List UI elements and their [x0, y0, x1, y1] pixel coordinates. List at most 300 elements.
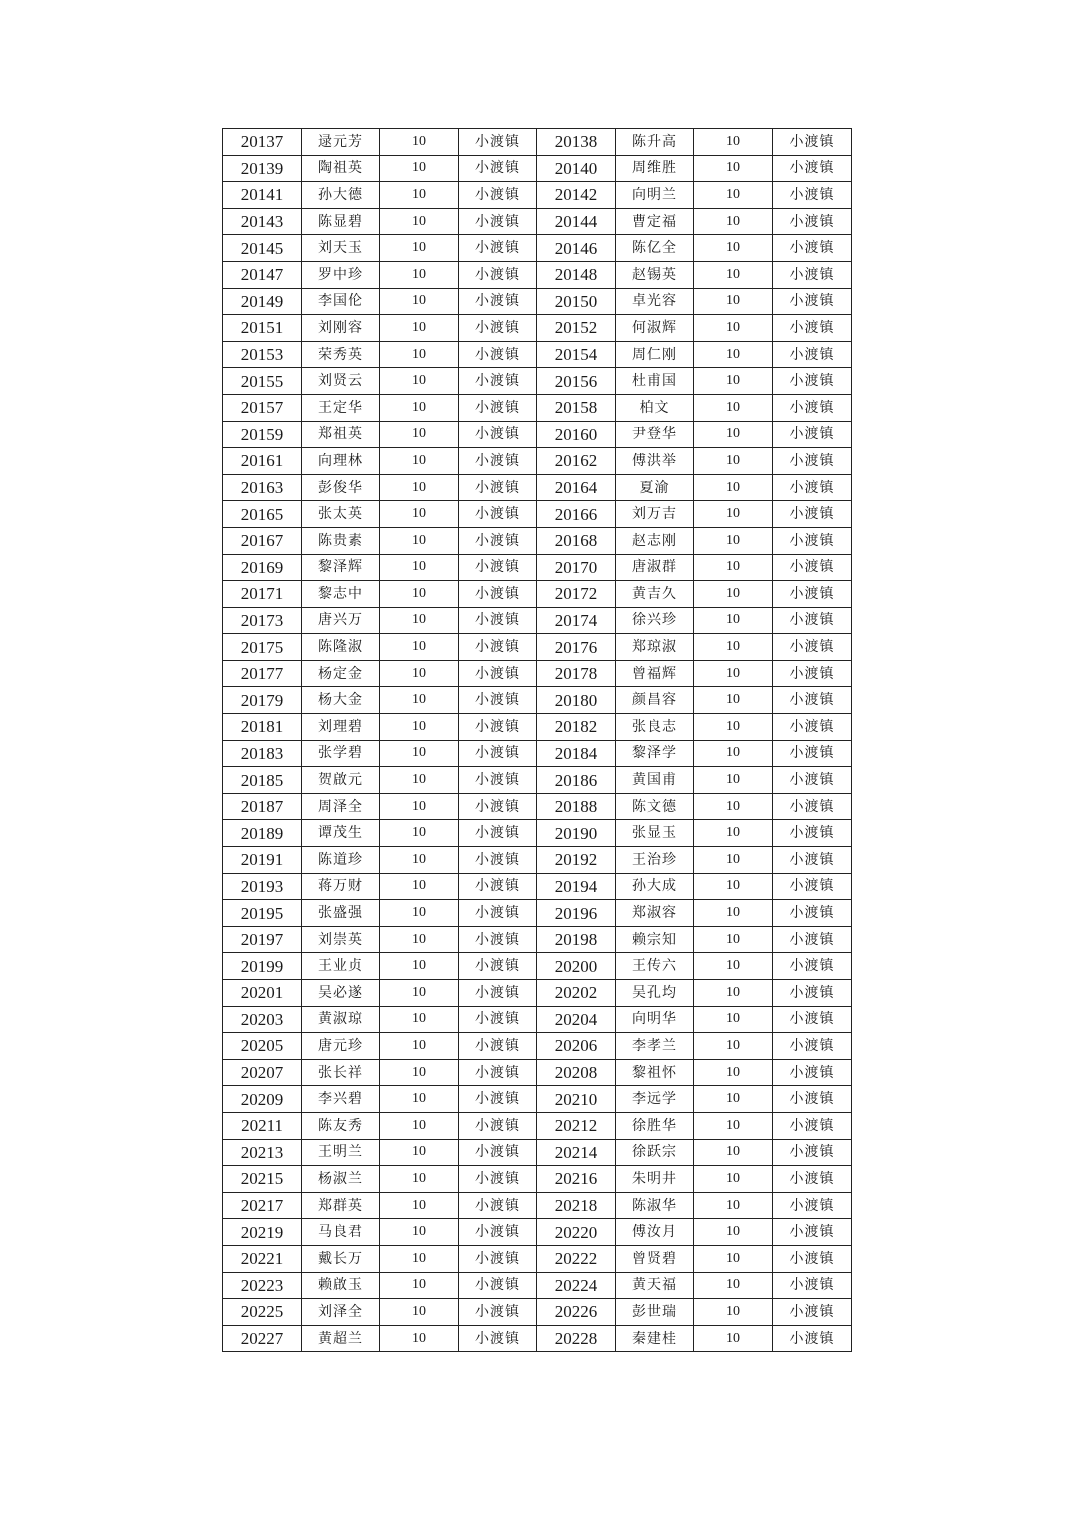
record-name: 黄超兰 [302, 1325, 380, 1352]
record-town: 小渡镇 [773, 1245, 852, 1272]
record-name: 王明兰 [302, 1139, 380, 1166]
record-id: 20209 [223, 1086, 302, 1113]
record-id: 20197 [223, 926, 302, 953]
record-name: 曾福辉 [616, 660, 694, 687]
record-name: 黄淑琼 [302, 1006, 380, 1033]
record-name: 夏渝 [616, 474, 694, 501]
record-town: 小渡镇 [773, 288, 852, 315]
record-name: 唐元珍 [302, 1033, 380, 1060]
record-amount: 10 [694, 1086, 773, 1113]
record-name: 秦建桂 [616, 1325, 694, 1352]
record-amount: 10 [694, 1059, 773, 1086]
record-amount: 10 [694, 448, 773, 475]
record-name: 王定华 [302, 394, 380, 421]
record-id: 20194 [537, 873, 616, 900]
record-id: 20199 [223, 953, 302, 980]
record-amount: 10 [694, 1139, 773, 1166]
record-name: 曹定福 [616, 208, 694, 235]
record-name: 王传六 [616, 953, 694, 980]
table-row [223, 155, 852, 182]
record-name: 杨淑兰 [302, 1166, 380, 1193]
record-amount: 10 [380, 421, 459, 448]
record-town: 小渡镇 [459, 261, 537, 288]
record-id: 20207 [223, 1059, 302, 1086]
record-name: 向明兰 [616, 182, 694, 209]
record-amount: 10 [694, 394, 773, 421]
record-amount: 10 [694, 1325, 773, 1352]
record-amount: 10 [380, 634, 459, 661]
record-town: 小渡镇 [459, 926, 537, 953]
record-id: 20195 [223, 900, 302, 927]
table-row [223, 554, 852, 581]
record-name: 陈隆淑 [302, 634, 380, 661]
record-id: 20215 [223, 1166, 302, 1193]
record-amount: 10 [694, 607, 773, 634]
record-id: 20138 [537, 129, 616, 156]
record-amount: 10 [694, 1112, 773, 1139]
record-id: 20205 [223, 1033, 302, 1060]
record-id: 20200 [537, 953, 616, 980]
record-id: 20206 [537, 1033, 616, 1060]
record-town: 小渡镇 [773, 1325, 852, 1352]
record-id: 20159 [223, 421, 302, 448]
record-amount: 10 [380, 740, 459, 767]
record-id: 20217 [223, 1192, 302, 1219]
record-amount: 10 [380, 687, 459, 714]
record-town: 小渡镇 [773, 235, 852, 262]
record-town: 小渡镇 [773, 341, 852, 368]
record-name: 陈文德 [616, 793, 694, 820]
record-amount: 10 [380, 554, 459, 581]
record-amount: 10 [380, 953, 459, 980]
record-name: 刘天玉 [302, 235, 380, 262]
record-name: 周维胜 [616, 155, 694, 182]
record-amount: 10 [380, 1219, 459, 1246]
record-name: 刘理碧 [302, 714, 380, 741]
record-id: 20216 [537, 1166, 616, 1193]
record-amount: 10 [694, 847, 773, 874]
record-town: 小渡镇 [773, 1272, 852, 1299]
record-name: 戴长万 [302, 1245, 380, 1272]
record-amount: 10 [380, 581, 459, 608]
table-row [223, 1299, 852, 1326]
record-id: 20161 [223, 448, 302, 475]
table-row [223, 1219, 852, 1246]
record-name: 李国伦 [302, 288, 380, 315]
record-town: 小渡镇 [459, 554, 537, 581]
record-id: 20226 [537, 1299, 616, 1326]
record-name: 向理林 [302, 448, 380, 475]
record-amount: 10 [380, 501, 459, 528]
record-amount: 10 [380, 474, 459, 501]
record-town: 小渡镇 [459, 448, 537, 475]
record-town: 小渡镇 [773, 155, 852, 182]
record-id: 20170 [537, 554, 616, 581]
table-row [223, 129, 852, 156]
record-name: 徐跃宗 [616, 1139, 694, 1166]
record-town: 小渡镇 [773, 1033, 852, 1060]
record-name: 陈淑华 [616, 1192, 694, 1219]
record-town: 小渡镇 [459, 1192, 537, 1219]
record-id: 20219 [223, 1219, 302, 1246]
record-name: 刘泽全 [302, 1299, 380, 1326]
record-amount: 10 [694, 288, 773, 315]
record-town: 小渡镇 [459, 1245, 537, 1272]
record-name: 赖宗知 [616, 926, 694, 953]
record-id: 20189 [223, 820, 302, 847]
record-id: 20212 [537, 1112, 616, 1139]
record-town: 小渡镇 [459, 900, 537, 927]
record-amount: 10 [694, 527, 773, 554]
record-amount: 10 [694, 341, 773, 368]
record-name: 曾贤碧 [616, 1245, 694, 1272]
record-amount: 10 [380, 793, 459, 820]
record-town: 小渡镇 [773, 182, 852, 209]
table-row [223, 315, 852, 342]
record-id: 20182 [537, 714, 616, 741]
record-name: 刘刚容 [302, 315, 380, 342]
record-id: 20152 [537, 315, 616, 342]
record-town: 小渡镇 [459, 660, 537, 687]
table-row [223, 341, 852, 368]
record-name: 王业贞 [302, 953, 380, 980]
record-town: 小渡镇 [459, 1219, 537, 1246]
record-name: 徐胜华 [616, 1112, 694, 1139]
record-amount: 10 [694, 129, 773, 156]
record-id: 20167 [223, 527, 302, 554]
record-town: 小渡镇 [459, 687, 537, 714]
record-id: 20220 [537, 1219, 616, 1246]
record-id: 20187 [223, 793, 302, 820]
record-id: 20190 [537, 820, 616, 847]
record-id: 20156 [537, 368, 616, 395]
record-town: 小渡镇 [773, 474, 852, 501]
record-amount: 10 [694, 1006, 773, 1033]
record-amount: 10 [380, 288, 459, 315]
record-id: 20151 [223, 315, 302, 342]
record-name: 荣秀英 [302, 341, 380, 368]
record-id: 20185 [223, 767, 302, 794]
record-name: 唐淑群 [616, 554, 694, 581]
record-amount: 10 [694, 368, 773, 395]
record-amount: 10 [694, 581, 773, 608]
record-town: 小渡镇 [459, 847, 537, 874]
table-row [223, 235, 852, 262]
record-name: 陈升高 [616, 129, 694, 156]
record-id: 20168 [537, 527, 616, 554]
record-amount: 10 [694, 660, 773, 687]
record-town: 小渡镇 [773, 581, 852, 608]
table-row [223, 1325, 852, 1352]
record-name: 黎祖怀 [616, 1059, 694, 1086]
record-town: 小渡镇 [773, 1086, 852, 1113]
record-amount: 10 [380, 448, 459, 475]
record-amount: 10 [380, 1086, 459, 1113]
table-row [223, 581, 852, 608]
record-town: 小渡镇 [773, 261, 852, 288]
record-name: 何淑辉 [616, 315, 694, 342]
table-row [223, 501, 852, 528]
record-id: 20204 [537, 1006, 616, 1033]
record-name: 吴孔均 [616, 980, 694, 1007]
record-id: 20183 [223, 740, 302, 767]
record-town: 小渡镇 [459, 1272, 537, 1299]
record-id: 20179 [223, 687, 302, 714]
record-amount: 10 [694, 315, 773, 342]
record-town: 小渡镇 [773, 687, 852, 714]
record-town: 小渡镇 [773, 767, 852, 794]
record-amount: 10 [380, 1166, 459, 1193]
table-row [223, 182, 852, 209]
record-town: 小渡镇 [773, 660, 852, 687]
record-id: 20222 [537, 1245, 616, 1272]
record-name: 周泽全 [302, 793, 380, 820]
record-town: 小渡镇 [459, 421, 537, 448]
record-town: 小渡镇 [459, 953, 537, 980]
record-id: 20140 [537, 155, 616, 182]
record-amount: 10 [380, 1192, 459, 1219]
record-name: 黄国甫 [616, 767, 694, 794]
record-name: 郑群英 [302, 1192, 380, 1219]
record-id: 20186 [537, 767, 616, 794]
record-town: 小渡镇 [773, 1059, 852, 1086]
table-row [223, 714, 852, 741]
record-id: 20228 [537, 1325, 616, 1352]
record-town: 小渡镇 [459, 1112, 537, 1139]
record-name: 黄吉久 [616, 581, 694, 608]
record-id: 20173 [223, 607, 302, 634]
record-name: 马良君 [302, 1219, 380, 1246]
record-town: 小渡镇 [773, 368, 852, 395]
table-row [223, 1245, 852, 1272]
record-name: 张长祥 [302, 1059, 380, 1086]
record-town: 小渡镇 [773, 900, 852, 927]
record-id: 20184 [537, 740, 616, 767]
table-row [223, 1272, 852, 1299]
table-row [223, 394, 852, 421]
record-amount: 10 [380, 235, 459, 262]
record-name: 陈贵素 [302, 527, 380, 554]
table-row [223, 527, 852, 554]
table-row [223, 208, 852, 235]
table-row [223, 740, 852, 767]
record-town: 小渡镇 [459, 1299, 537, 1326]
table-row [223, 793, 852, 820]
record-amount: 10 [694, 820, 773, 847]
record-amount: 10 [380, 714, 459, 741]
record-id: 20146 [537, 235, 616, 262]
record-name: 陈亿全 [616, 235, 694, 262]
record-id: 20157 [223, 394, 302, 421]
table-row [223, 767, 852, 794]
record-amount: 10 [694, 873, 773, 900]
record-id: 20225 [223, 1299, 302, 1326]
record-town: 小渡镇 [459, 527, 537, 554]
record-name: 李兴碧 [302, 1086, 380, 1113]
record-amount: 10 [380, 1006, 459, 1033]
record-name: 罗中珍 [302, 261, 380, 288]
record-id: 20213 [223, 1139, 302, 1166]
record-town: 小渡镇 [773, 607, 852, 634]
record-id: 20224 [537, 1272, 616, 1299]
record-amount: 10 [694, 182, 773, 209]
record-town: 小渡镇 [773, 1139, 852, 1166]
table-row [223, 1192, 852, 1219]
record-amount: 10 [694, 474, 773, 501]
record-amount: 10 [694, 155, 773, 182]
record-name: 刘万吉 [616, 501, 694, 528]
record-town: 小渡镇 [459, 1166, 537, 1193]
table-row [223, 660, 852, 687]
table-row [223, 368, 852, 395]
record-amount: 10 [694, 501, 773, 528]
record-amount: 10 [380, 873, 459, 900]
record-amount: 10 [380, 767, 459, 794]
record-amount: 10 [380, 607, 459, 634]
record-town: 小渡镇 [773, 527, 852, 554]
record-id: 20172 [537, 581, 616, 608]
record-town: 小渡镇 [459, 501, 537, 528]
record-town: 小渡镇 [773, 1166, 852, 1193]
record-amount: 10 [380, 1325, 459, 1352]
record-town: 小渡镇 [773, 926, 852, 953]
record-name: 黎志中 [302, 581, 380, 608]
record-id: 20175 [223, 634, 302, 661]
record-town: 小渡镇 [459, 368, 537, 395]
table-row [223, 687, 852, 714]
record-name: 刘贤云 [302, 368, 380, 395]
record-name: 卓光容 [616, 288, 694, 315]
record-name: 陈友秀 [302, 1112, 380, 1139]
record-amount: 10 [380, 1059, 459, 1086]
record-town: 小渡镇 [459, 767, 537, 794]
record-name: 张太英 [302, 501, 380, 528]
record-name: 孙大成 [616, 873, 694, 900]
table-body [223, 129, 852, 1352]
table-row [223, 847, 852, 874]
table-row [223, 900, 852, 927]
record-name: 孙大德 [302, 182, 380, 209]
record-id: 20171 [223, 581, 302, 608]
table-row [223, 1033, 852, 1060]
record-name: 杨大金 [302, 687, 380, 714]
record-name: 周仁刚 [616, 341, 694, 368]
record-town: 小渡镇 [773, 740, 852, 767]
record-amount: 10 [694, 1166, 773, 1193]
record-town: 小渡镇 [459, 1033, 537, 1060]
record-name: 张学碧 [302, 740, 380, 767]
record-town: 小渡镇 [773, 421, 852, 448]
record-town: 小渡镇 [459, 980, 537, 1007]
records-table [222, 128, 852, 1352]
record-name: 王治珍 [616, 847, 694, 874]
record-town: 小渡镇 [773, 554, 852, 581]
record-name: 贺啟元 [302, 767, 380, 794]
record-name: 李远学 [616, 1086, 694, 1113]
record-amount: 10 [694, 687, 773, 714]
record-amount: 10 [380, 1112, 459, 1139]
record-id: 20193 [223, 873, 302, 900]
record-id: 20192 [537, 847, 616, 874]
record-town: 小渡镇 [773, 501, 852, 528]
record-amount: 10 [380, 820, 459, 847]
record-name: 陈道珍 [302, 847, 380, 874]
record-id: 20150 [537, 288, 616, 315]
record-id: 20223 [223, 1272, 302, 1299]
record-id: 20147 [223, 261, 302, 288]
record-amount: 10 [380, 900, 459, 927]
record-name: 逯元芳 [302, 129, 380, 156]
record-town: 小渡镇 [773, 714, 852, 741]
record-amount: 10 [380, 182, 459, 209]
record-town: 小渡镇 [773, 847, 852, 874]
table-row [223, 980, 852, 1007]
record-name: 黄天福 [616, 1272, 694, 1299]
table-row [223, 421, 852, 448]
record-town: 小渡镇 [459, 820, 537, 847]
record-town: 小渡镇 [459, 182, 537, 209]
record-id: 20177 [223, 660, 302, 687]
record-amount: 10 [694, 740, 773, 767]
record-town: 小渡镇 [459, 1006, 537, 1033]
record-amount: 10 [694, 926, 773, 953]
record-town: 小渡镇 [773, 1112, 852, 1139]
table-row [223, 1139, 852, 1166]
record-town: 小渡镇 [459, 1139, 537, 1166]
record-id: 20153 [223, 341, 302, 368]
record-name: 郑淑容 [616, 900, 694, 927]
record-id: 20158 [537, 394, 616, 421]
record-name: 蒋万财 [302, 873, 380, 900]
record-amount: 10 [694, 554, 773, 581]
record-town: 小渡镇 [459, 315, 537, 342]
record-amount: 10 [694, 421, 773, 448]
record-id: 20143 [223, 208, 302, 235]
record-amount: 10 [380, 341, 459, 368]
record-town: 小渡镇 [459, 235, 537, 262]
record-amount: 10 [380, 394, 459, 421]
table-row [223, 926, 852, 953]
record-id: 20145 [223, 235, 302, 262]
record-name: 向明华 [616, 1006, 694, 1033]
record-name: 李孝兰 [616, 1033, 694, 1060]
record-amount: 10 [694, 1219, 773, 1246]
record-id: 20142 [537, 182, 616, 209]
record-town: 小渡镇 [459, 1325, 537, 1352]
record-town: 小渡镇 [773, 873, 852, 900]
record-id: 20221 [223, 1245, 302, 1272]
record-id: 20166 [537, 501, 616, 528]
record-town: 小渡镇 [773, 394, 852, 421]
record-name: 郑琼淑 [616, 634, 694, 661]
record-id: 20180 [537, 687, 616, 714]
table-row [223, 474, 852, 501]
record-town: 小渡镇 [459, 714, 537, 741]
record-name: 吴必遂 [302, 980, 380, 1007]
record-amount: 10 [380, 1139, 459, 1166]
table-row [223, 953, 852, 980]
record-amount: 10 [694, 1299, 773, 1326]
record-id: 20191 [223, 847, 302, 874]
record-amount: 10 [380, 1245, 459, 1272]
record-amount: 10 [694, 980, 773, 1007]
record-town: 小渡镇 [773, 448, 852, 475]
record-amount: 10 [380, 847, 459, 874]
record-id: 20203 [223, 1006, 302, 1033]
record-amount: 10 [380, 129, 459, 156]
record-id: 20139 [223, 155, 302, 182]
table-row [223, 1059, 852, 1086]
